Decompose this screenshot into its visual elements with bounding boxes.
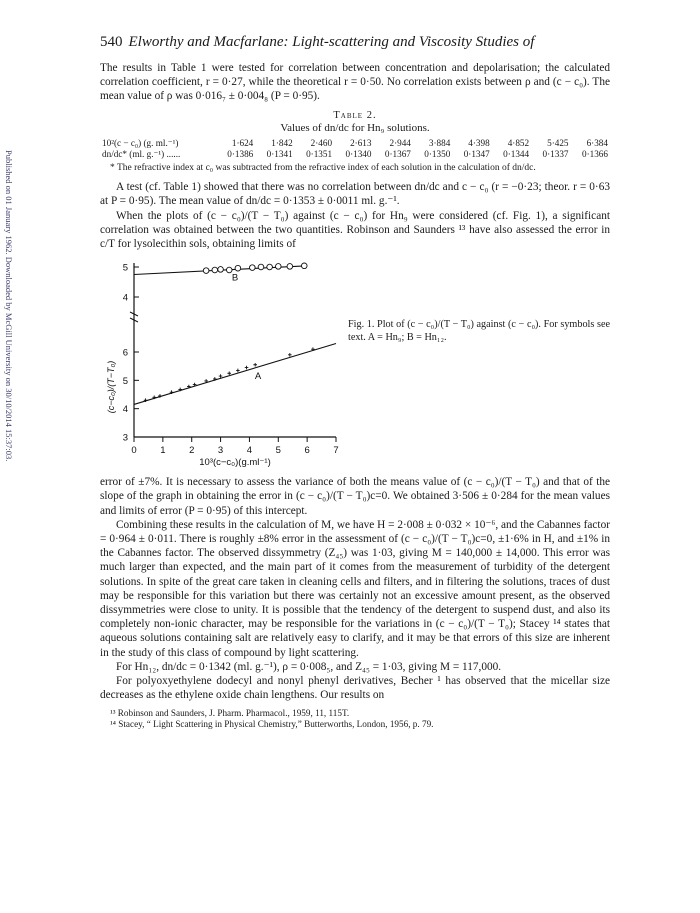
table-cell: 1·624: [231, 138, 254, 149]
data-point-a: [288, 353, 292, 357]
data-point-b: [212, 267, 218, 273]
data-point-b: [258, 264, 264, 270]
table-footnote: * The refractive index at c₀ was subtracted from the refractive index of each solution in the calculation of dn/dc.: [110, 162, 536, 173]
row-label: 10²(c − c₀) (g. ml.⁻¹): [102, 137, 179, 148]
table-cell: 5·425: [547, 138, 569, 149]
paragraph-2: A test (cf. Table 1) showed that there was no correlation between dn/dc and c − c₀ (r = −0·23; theor. r = 0·63 at P = 0·95). The mean value of dn/dc = 0·1353 ± 0·0011 ml. g.⁻¹.: [100, 181, 610, 208]
dn-dc-table: [100, 138, 610, 160]
y-tick-label: 6: [122, 347, 128, 359]
table-caption: Table 2.: [333, 109, 377, 121]
y-tick-label: 5: [122, 375, 128, 387]
table-cell: 2·613: [350, 138, 372, 149]
paragraph-3: When the plots of (c − c₀)/(T − T₀) against (c − c₀) for Hn₉ were considered (cf. Fig. 1), a significant correlation was obtained between the two quantities. Robinson and Saunders ¹³ have also assessed the error in c/T for lysolecithin sols, obtaining limits of: [100, 209, 610, 250]
footnote: ¹⁴ Stacey, “ Light Scattering in Physical Chemistry,” Butterworths, London, 1956, p. 79.: [110, 719, 434, 730]
table-cell: 0·1366: [581, 149, 608, 160]
paragraph-1: The results in Table 1 were tested for correlation between concentration and depolarisation; the calculated correlation coefficient, r = 0·27, while the theoretical r = 0·50. No correlation exists between ρ and (c − c₀). The mean value of ρ was 0·016₇ ± 0·004₈ (P = 0·95).: [100, 62, 610, 103]
data-point-a: [245, 366, 249, 370]
y-tick-label: 4: [122, 404, 128, 416]
table-cell: 4·398: [468, 138, 490, 149]
x-tick-label: 7: [333, 445, 339, 457]
table-cell: 0·1341: [266, 149, 293, 160]
table-cell: 2·460: [310, 138, 333, 149]
table-cell: 2·944: [389, 138, 411, 149]
table-cell: 4·852: [507, 138, 530, 149]
series-label-a: A: [254, 371, 262, 383]
data-point-a: [236, 369, 240, 373]
y-tick-label: 4: [122, 292, 128, 304]
running-header: [100, 34, 610, 51]
trend-line-a: [134, 344, 336, 405]
table-cell: 3·884: [428, 138, 451, 149]
footnote: ¹³ Robinson and Saunders, J. Pharm. Pharmacol., 1959, 11, 115T.: [110, 708, 350, 719]
x-tick-label: 5: [275, 445, 281, 457]
paragraph-6: For Hn₁₂, dn/dc = 0·1342 (ml. g.⁻¹), ρ = 0·008₅, and Z₄₅ = 1·03, giving M = 117,000.: [116, 660, 502, 673]
table-cell: 1·842: [271, 138, 293, 149]
data-point-b: [218, 267, 224, 273]
scatter-chart: [100, 257, 340, 467]
x-tick-label: 2: [189, 445, 195, 457]
data-point-b: [275, 264, 281, 270]
y-tick-label: 5: [122, 262, 128, 274]
table-cell: 0·1367: [384, 149, 411, 160]
paragraph-4: error of ±7%. It is necessary to assess the variance of both the means value of (c − c₀)/(T − T₀) and that of the slope of the graph in obtaining the error in (c − c₀)/(T − T₀)c=0. We obtained 3·506 ± 0·284 for the mean values and limits of error (P = 0·95) of this intercept.: [100, 476, 610, 517]
x-tick-label: 3: [217, 445, 224, 457]
table-cell: 0·1347: [463, 149, 490, 160]
data-point-b: [235, 266, 241, 272]
data-point-b: [301, 263, 307, 269]
data-point-b: [267, 264, 273, 270]
table-title: Values of dn/dc for Hn₉ solutions.: [280, 121, 430, 134]
x-tick-label: 6: [304, 445, 310, 457]
y-axis-label: (c−c₀)/(T−T₀): [106, 360, 116, 414]
table-row: [100, 138, 610, 149]
row-label: dn/dc* (ml. g.⁻¹) ......: [102, 148, 181, 159]
x-tick-label: 1: [160, 445, 166, 457]
data-point-b: [287, 264, 293, 270]
data-point-b: [250, 265, 256, 271]
x-axis-label: 10³(c−c₀)(g.ml⁻¹): [199, 457, 271, 468]
table-cell: 0·1350: [424, 149, 451, 160]
journal-page: [100, 34, 610, 730]
table-cell: 0·1386: [227, 149, 254, 160]
download-watermark-text: Published on 01 January 1962. Downloaded by McGill University on 30/10/2014 15:37:03.: [4, 150, 14, 462]
y-tick-label: 3: [122, 432, 128, 444]
table-cell: 6·384: [586, 138, 608, 149]
x-tick-label: 4: [246, 445, 253, 457]
page-number: 540: [100, 34, 123, 50]
series-label-b: B: [231, 272, 239, 284]
running-title: Elworthy and Macfarlane: Light-scattering and Viscosity Studies of: [128, 34, 535, 50]
data-point-a: [253, 363, 257, 367]
table-row: [100, 149, 610, 160]
figure-caption: Fig. 1. Plot of (c − c₀)/(T − T₀) against (c − c₀). For symbols see text. A = Hn₉; B = Hn₁₂.: [348, 319, 610, 343]
table-cell: 0·1337: [542, 149, 569, 160]
table-cell: 0·1340: [345, 149, 372, 160]
data-point-b: [203, 268, 209, 274]
footnotes: [100, 708, 610, 730]
paragraph-7: For polyoxyethylene dodecyl and nonyl phenyl derivatives, Becher ¹ has observed that the micellar size decreases as the ethylene oxide chain lengthens. Our results on: [100, 674, 610, 702]
data-point-a: [219, 374, 223, 378]
table-cell: 0·1351: [306, 149, 333, 160]
data-point-a: [227, 372, 231, 376]
download-watermark: [2, 150, 16, 620]
x-tick-label: 0: [131, 445, 137, 457]
figure-1: [100, 257, 610, 467]
table-cell: 0·1344: [503, 149, 530, 160]
paragraph-5: Combining these results in the calculation of M, we have H = 2·008 ± 0·032 × 10⁻⁶, and the Cabannes factor = 0·964 ± 0·011. There is roughly ±8% error in the assessment of (c − c₀)/(T − T₀)c=0, ±1·6% in H, and ±1% in the Cabannes factor. The observed dissymmetry (Z₄₅) was 1·03, giving M = 140,000 ± 14,000. This error was much larger than expected, and the main part of it comes from the measurement of turbidity of the detergent solutions. In spite of the great care taken in cleaning cells and filters, and in filtering the solutions, traces of dust may be responsible for this variation but there was certainly not an excessive amount present, as the observed dissymmetries were close to unity. It is possible that the tendency of the detergent to suspend dust, and also its completely non-ionic character, may be responsible for the variations in (c − c₀)/(T − T₀); Stacey ¹⁴ states that aqueous solutions containing salt are relatively easy to clarify, and it may be that errors of this size are inherent in the study of this class of compound by light scattering.: [100, 518, 610, 659]
